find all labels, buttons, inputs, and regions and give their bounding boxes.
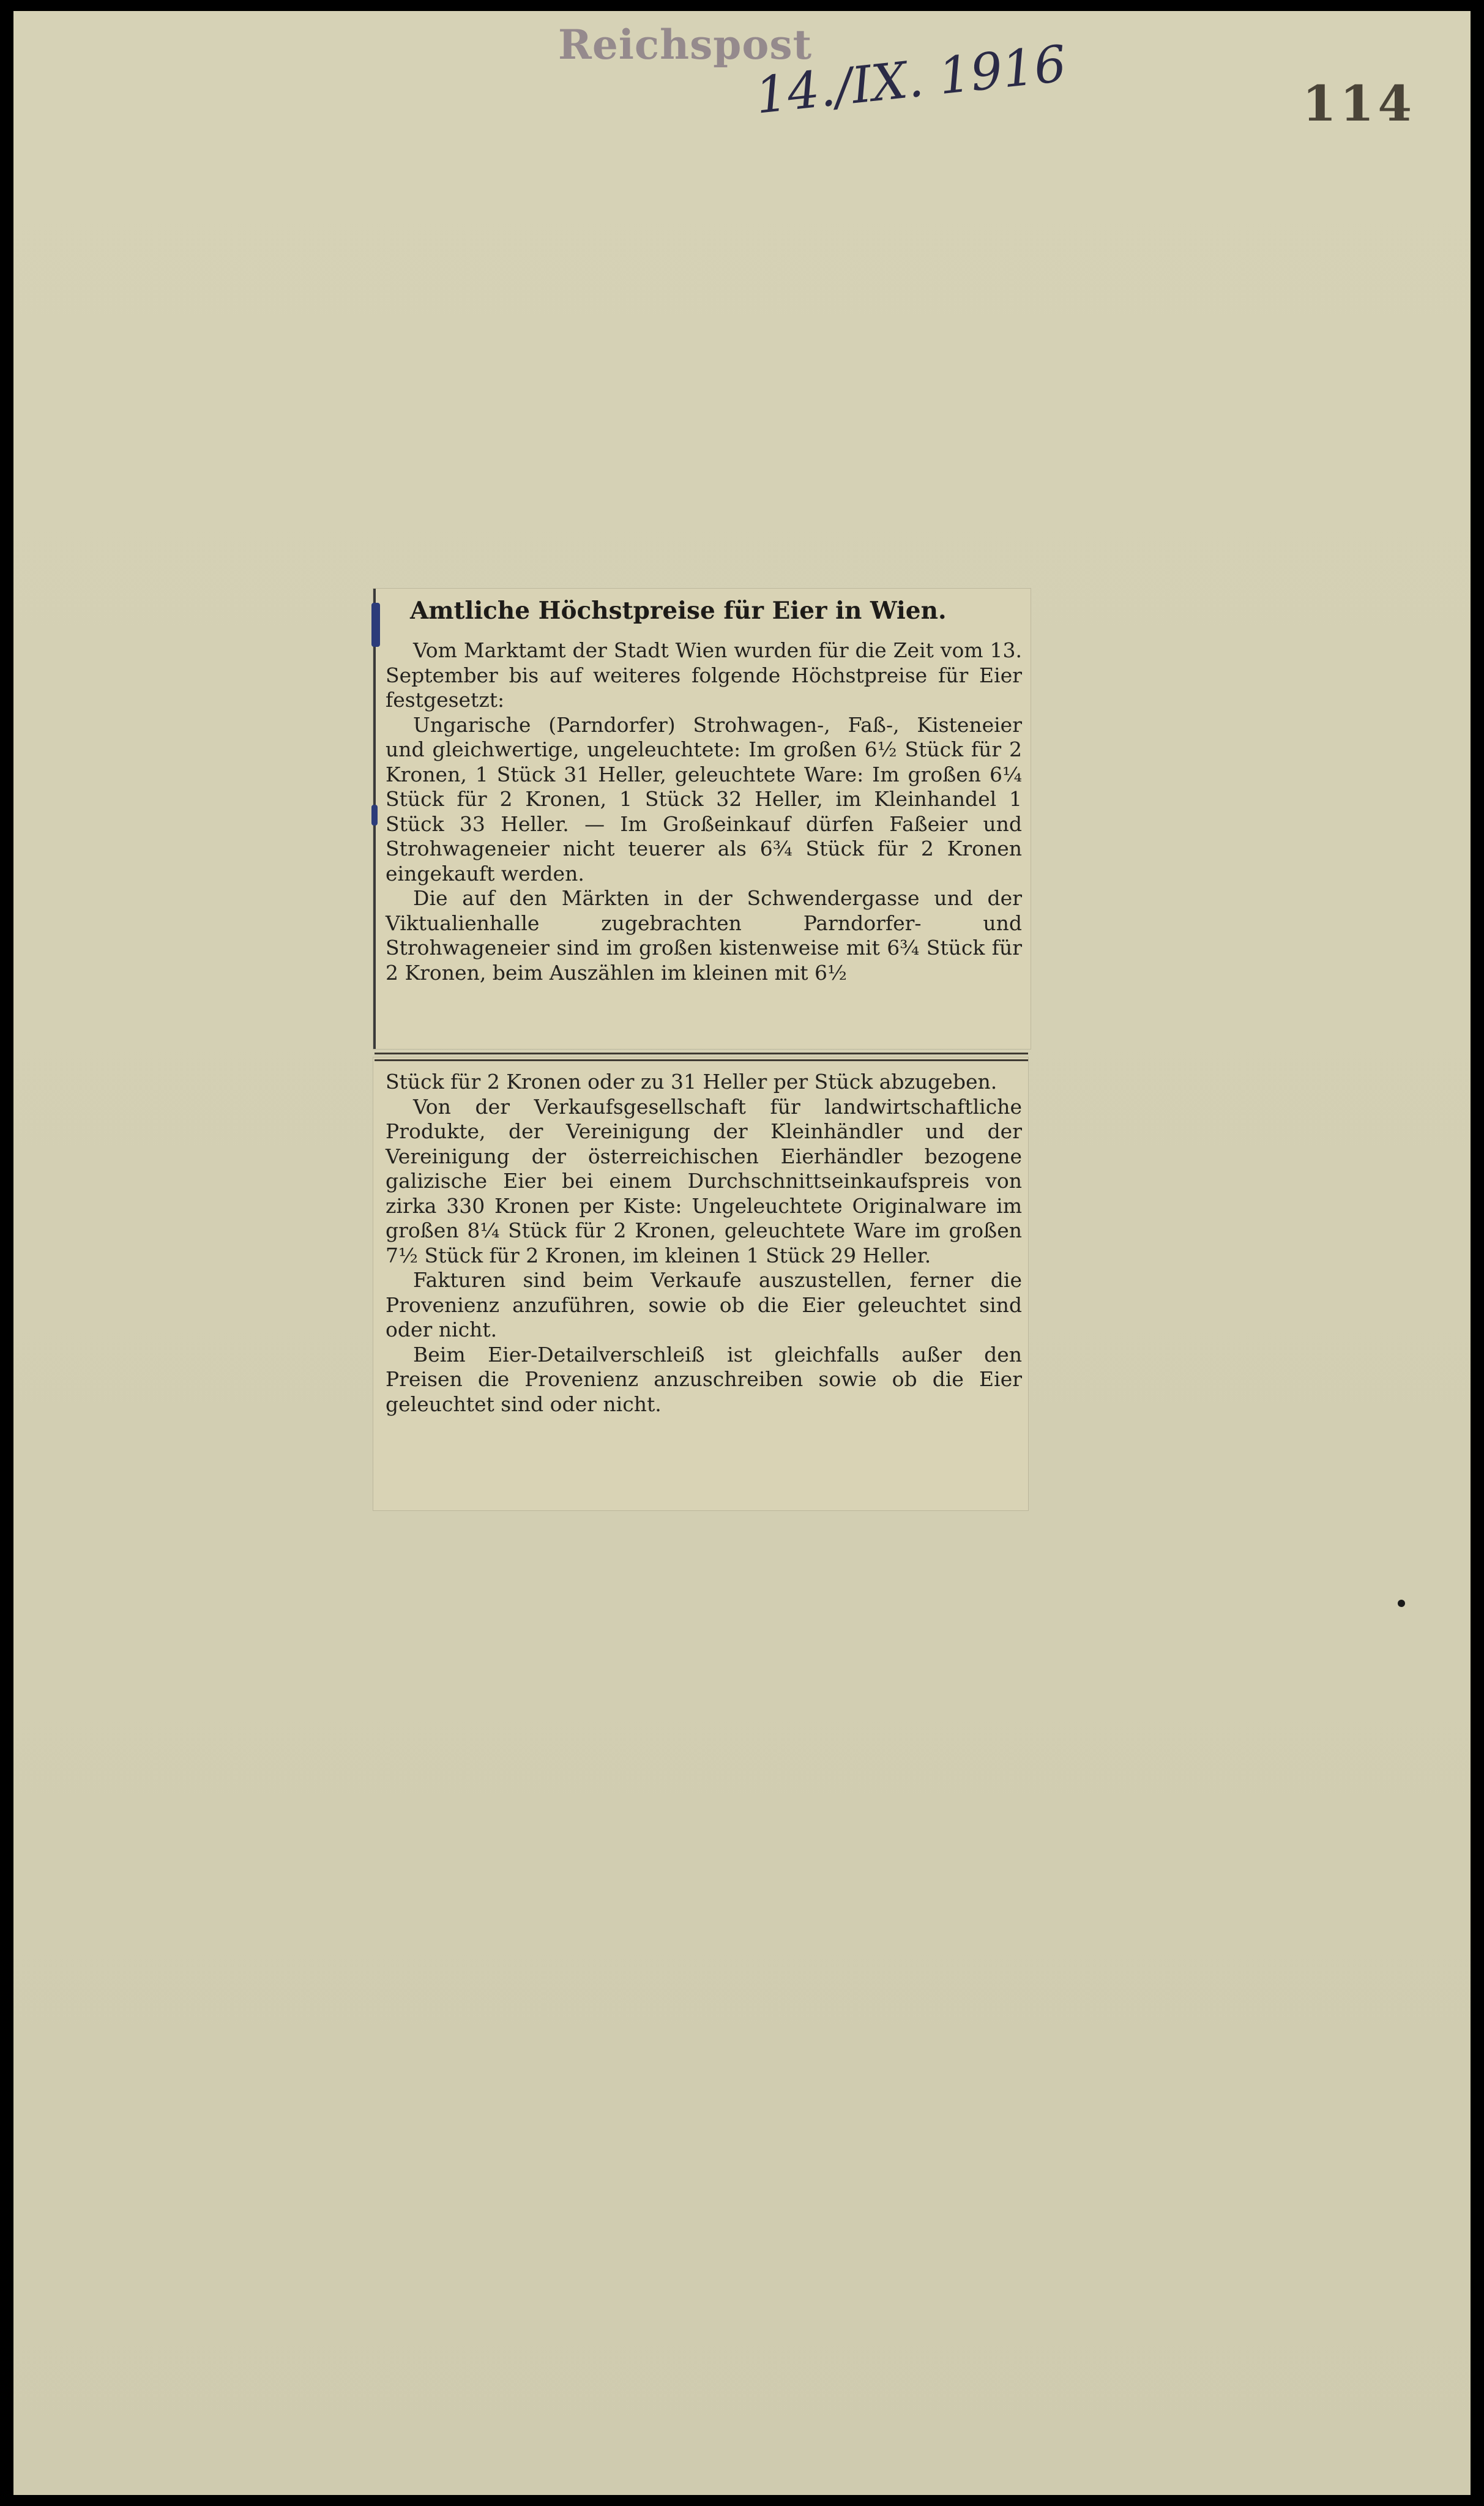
blue-pencil-mark-small: [371, 805, 378, 826]
newspaper-stamp: Reichspost: [558, 21, 813, 69]
paragraph: Von der Verkaufsgesellschaft für landwirtschaftliche Produkte, der Vereinigung der Kleinhändler und der Vereinigung der österreichischen Eierhändler bezogene galizische Eier bei einem Durchschnittseinkaufspreis von zirka 330 Kronen per Kiste: Ungeleuchtete Originalware im großen 8¼ Stück für 2 Kronen, geleuchtete Ware im großen 7½ Stück für 2 Kronen, im kleinen 1 Stück 29 Heller.: [386, 1094, 1022, 1267]
column-divider-rule: [375, 1059, 1028, 1061]
paragraph: Ungarische (Parndorfer) Strohwagen-, Faß-, Kisteneier und gleichwertige, ungeleuchtete: Im großen 6½ Stück für 2 Kronen, 1 Stück 31 Heller, geleuchtete Ware: Im großen 6¼ Stück für 2 Kronen, 1 Stück 32 Heller, im Kleinhandel 1 Stück 33 Heller. — Im Großeinkauf dürfen Faßeier und Strohwageneier nicht teuerer als 6¾ Stück für 2 Kronen eingekauft werden.: [386, 712, 1022, 886]
paragraph: Fakturen sind beim Verkaufe auszustellen, ferner die Provenienz anzuführen, sowie ob die Eier geleuchtet sind oder nicht.: [386, 1268, 1022, 1341]
blue-pencil-mark: [371, 603, 380, 647]
paragraph: Vom Marktamt der Stadt Wien wurden für die Zeit vom 13. September bis auf weiteres folgende Höchstpreise für Eier festgesetzt:: [386, 638, 1022, 712]
article-body-lower: [386, 1070, 1022, 1417]
paragraph: Beim Eier-Detailverschleiß ist gleichfalls außer den Preisen die Provenienz anzuschreiben sowie ob die Eier geleuchtet sind oder nicht.: [386, 1342, 1022, 1416]
ink-spot: [1398, 1600, 1405, 1607]
page-number: 114: [1302, 75, 1415, 132]
column-divider-rule: [375, 1053, 1028, 1054]
paragraph: Stück für 2 Kronen oder zu 31 Heller per Stück abzugeben.: [386, 1070, 997, 1094]
handwritten-date: 14./IX. 1916: [753, 34, 1069, 125]
article-title: Amtliche Höchstpreise für Eier in Wien.: [410, 597, 947, 625]
paragraph: Die auf den Märkten in der Schwendergasse und der Viktualienhalle zugebrachten Parndorfer- und Strohwageneier sind im großen kistenweise mit 6¾ Stück für 2 Kronen, beim Auszählen im kleinen mit 6½: [386, 886, 1022, 985]
article-body-upper: [386, 638, 1022, 985]
